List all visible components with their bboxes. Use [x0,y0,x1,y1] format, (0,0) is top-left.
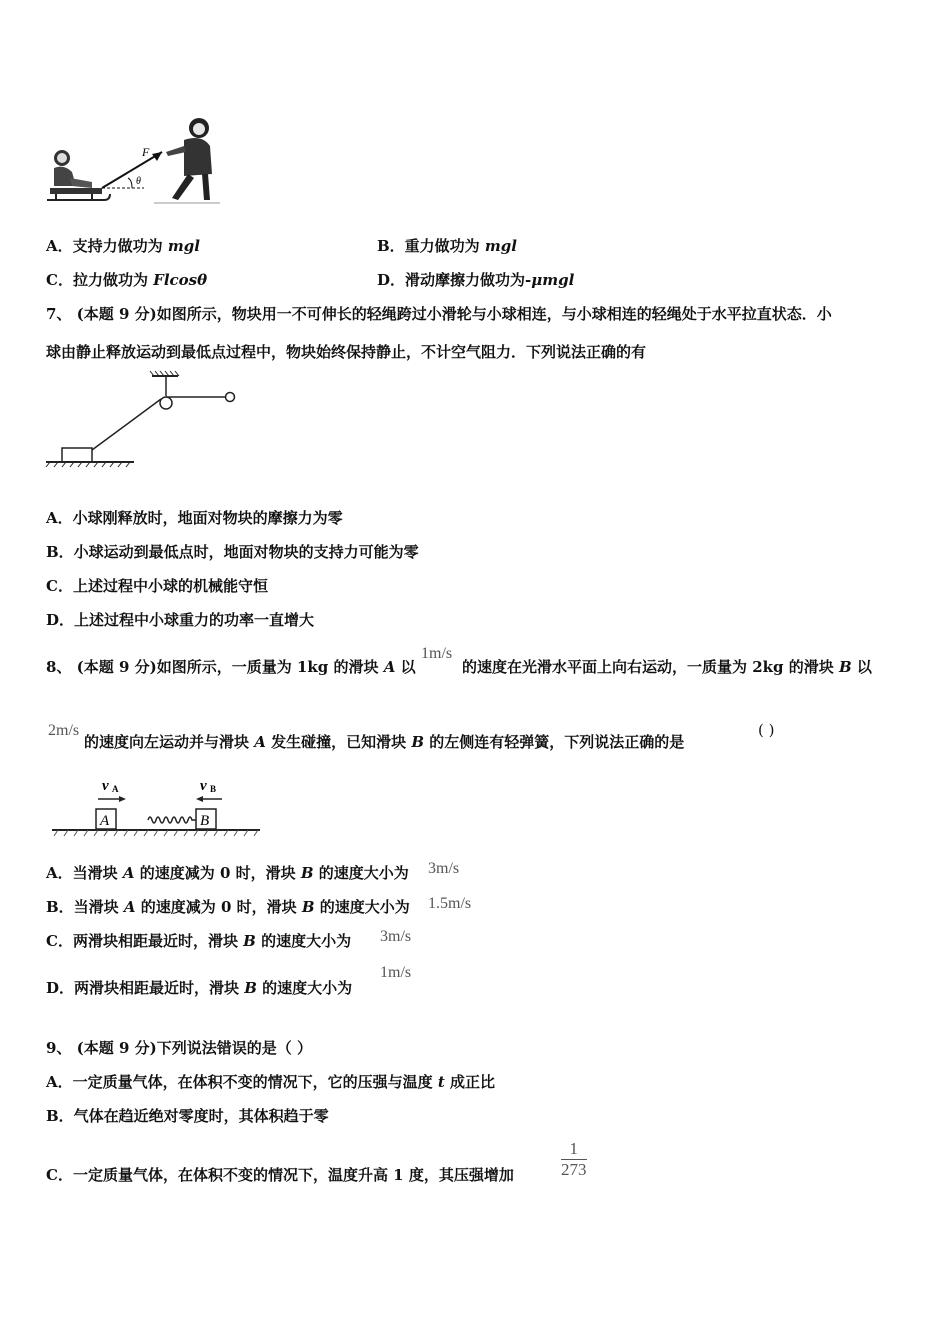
q8-speed-b: 2m/s [48,722,80,739]
q9-fraction-denominator: 273 [561,1160,587,1179]
q8-text-1: 8、 (本题 9 分)如图所示，一质量为 1kg 的滑块 [46,658,384,676]
q6-option-a [46,236,200,256]
q8-optB-t2: 的速度减为 0 时，滑块 [135,898,302,916]
q8-option-c-value: 3m/s [380,928,412,945]
q6-option-d-formula: μmgl [531,271,575,289]
q8-optB-t3: 的速度大小为 [314,898,410,916]
force-label: F [142,145,150,159]
q7-option-a: A．小球刚释放时，地面对物块的摩擦力为零 [46,509,343,527]
q8-optA-t1: A．当滑块 [46,864,123,882]
q8-optA-t3: 的速度大小为 [313,864,409,882]
q8-optA-t2: 的速度减为 0 时，滑块 [134,864,301,882]
q8-stem-part2 [462,657,872,677]
q8-optA-var-a: A [122,864,135,882]
q9-option-c: C．一定质量气体，在体积不变的情况下，温度升高 1 度，其压强增加 [46,1166,514,1184]
q8-optC-t2: 的速度大小为 [255,932,352,950]
q8-option-d-value: 1m/s [380,964,412,981]
q8-stem-line2 [84,732,684,752]
q8-stem-part1 [46,657,416,677]
q8-text-7: 的左侧连有轻弹簧，下列说法正确的是 [424,733,685,751]
q8-optA-var-b: B [300,864,314,882]
q8-option-a-value: 3m/s [428,860,460,877]
velocity-a-label: v [102,778,109,794]
collision-figure [50,774,262,840]
spring [148,817,196,823]
q8-optD-t2: 的速度大小为 [256,979,353,997]
q9-stem: 9、 (本题 9 分)下列说法错误的是（ ） [46,1039,312,1057]
q8-var-a2: A [254,733,266,751]
q7-stem-line2: 球由静止释放运动到最低点过程中，物块始终保持静止，不计空气阻力．下列说法正确的有 [46,343,647,361]
velocity-a-sub: A [112,784,119,794]
q8-option-b-value: 1.5m/s [428,895,472,912]
rope-force-arrow [102,152,162,188]
slanted-rope [92,399,161,450]
q6-option-a-text: A．支持力做功为 [46,237,168,255]
adult-coat [184,138,212,176]
q8-optC-var-b: B [243,932,256,950]
q8-var-a: A [383,658,396,676]
q8-optB-var-a: A [123,898,136,916]
q8-option-d [46,978,352,998]
pulley-block-figure [44,368,240,474]
block-b-label: B [200,813,210,829]
sled-body [50,188,102,194]
q7-option-d: D．上述过程中小球重力的功率一直增大 [46,611,315,629]
q8-optC-t1: C．两滑块相距最近时，滑块 [46,932,244,950]
q9-option-b: B．气体在趋近绝对零度时，其体积趋于零 [46,1107,329,1125]
velocity-b-label: v [200,778,207,794]
q7-option-b: B．小球运动到最低点时，地面对物块的支持力可能为零 [46,543,419,561]
q6-option-b-text: B．重力做功为 [377,237,485,255]
velocity-b-sub: B [210,784,217,794]
q8-text-6: 发生碰撞，已知滑块 [265,733,412,751]
q8-option-b [46,897,410,917]
q8-var-b2: B [411,733,425,751]
ball [226,393,235,402]
q6-option-c-formula: Flcosθ [153,271,208,289]
block [62,448,92,462]
q8-option-a [46,863,409,883]
q8-text-5: 的速度向左运动并与滑块 [84,733,255,751]
q9-optA-var-t: t [437,1073,445,1091]
q9-fraction-numerator: 1 [561,1139,587,1160]
q6-option-c [46,270,207,290]
q7-stem-line1: 7、 (本题 9 分)如图所示，物块用一不可伸长的轻绳跨过小滑轮与小球相连，与小球相连的轻绳处于水平拉直状态．小 [46,305,832,323]
q6-option-b [377,236,517,256]
q8-optB-var-b: B [301,898,315,916]
block-a-label: A [100,813,110,829]
pulley [160,397,172,409]
q8-text-3: 的速度在光滑水平面上向右运动，一质量为 2kg 的滑块 [462,658,839,676]
q7-option-c: C．上述过程中小球的机械能守恒 [46,577,268,595]
q8-optD-var-b: B [244,979,257,997]
q6-option-a-formula: mgl [167,237,200,255]
q8-text-2: 以 [395,658,416,676]
q6-option-d [377,270,574,290]
q9-optA-t2: 成正比 [444,1073,496,1091]
q9-fraction [561,1139,587,1180]
sled-pulling-figure [44,112,220,210]
q6-option-b-formula: mgl [484,237,517,255]
q8-option-c [46,931,351,951]
q6-option-c-text: C．拉力做功为 [46,271,154,289]
q8-optD-t1: D．两滑块相距最近时，滑块 [46,979,245,997]
q8-answer-paren: ( ) [758,721,775,739]
q8-speed-a: 1m/s [421,645,453,662]
q8-text-4: 以 [851,658,872,676]
q6-option-d-text: D．滑动摩擦力做功为- [377,271,532,289]
q8-optB-t1: B．当滑块 [46,898,124,916]
angle-label: θ [136,176,141,187]
q9-option-a [46,1072,495,1092]
q8-var-b: B [839,658,852,676]
q9-optA-t1: A．一定质量气体，在体积不变的情况下，它的压强与温度 [46,1073,438,1091]
